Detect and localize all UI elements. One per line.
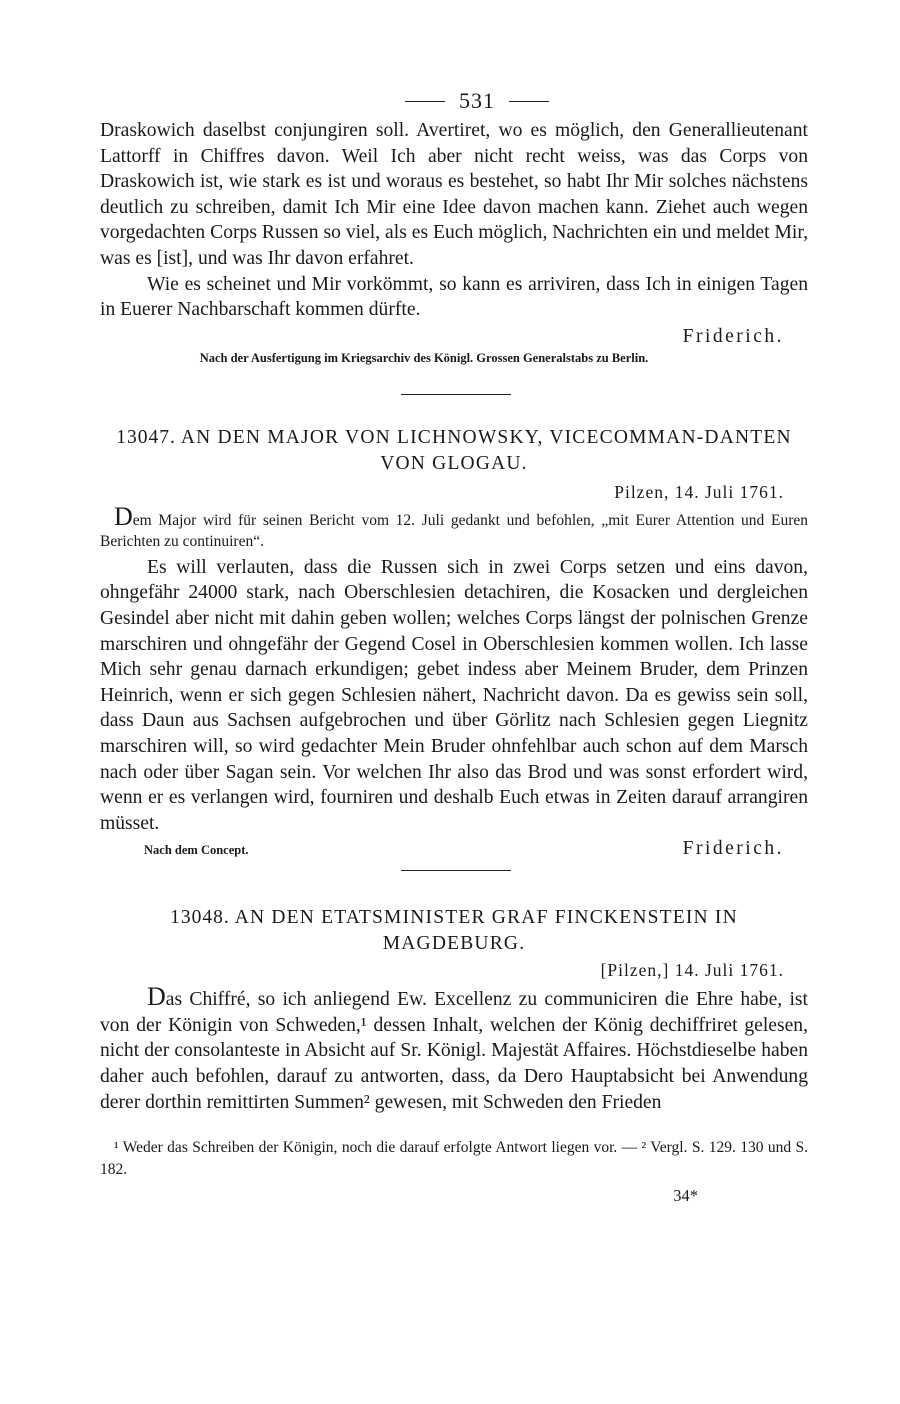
continued-paragraph-2: Wie es scheinet und Mir vorkömmt, so kann es arriviren, dass Ich in einigen Tagen in Euerer Nachbarschaft kommen dürfte. (100, 273, 808, 321)
summary-text: em Major wird für seinen Bericht vom 12. Juli gedankt und befohlen, „mit Eurer Attention und Euren Berichten zu continuiren“. (100, 511, 808, 550)
letter-title: AN DEN MAJOR VON LICHNOWSKY, VICECOMMAN-DANTEN VON GLOGAU. (180, 426, 792, 474)
summary (100, 501, 808, 552)
page-number: 531 (459, 88, 495, 113)
letter-footer (100, 838, 808, 860)
continued-paragraph: Draskowich daselbst conjungiren soll. Avertiret, wo es möglich, den Generallieutenant Lattorff in Chiffres davon. Weil Ich aber nicht recht weiss, was das Corps von Draskowich ist, wie stark es ist und woraus es bestehet, so habt Ihr Mir solches nächstens deutlich zu schreiben, damit Ich Mir eine Idee davon machen kann. Ziehet auch wegen vorgedachten Corps Russen so viel, als es Euch möglich, Nachrichten ein und meldet Mir, was es [ist], und was Ihr davon erfahret. (100, 120, 808, 269)
page-header (100, 84, 808, 118)
section-divider (401, 870, 511, 871)
section-divider (401, 394, 511, 395)
letter-heading (100, 905, 808, 957)
initial-letter: D (114, 501, 133, 531)
letter-heading (100, 425, 808, 477)
header-rule-left (405, 101, 445, 102)
footnotes: ¹ Weder das Schreiben der Königin, noch die darauf erfolgte Antwort liegen vor. — ² Vergl. S. 129. 130 und S. 182. (100, 1139, 808, 1179)
signature-mark: 34* (673, 1186, 698, 1206)
letter-title: AN DEN ETATSMINISTER GRAF FINCKENSTEIN IN MAGDEBURG. (234, 907, 738, 955)
dateline: Pilzen, 14. Juli 1761. (614, 481, 784, 502)
signature: Friderich. (682, 838, 784, 860)
header-rule-right (509, 101, 549, 102)
letter-body-text: as Chiffré, so ich anliegend Ew. Excellenz zu communiciren die Ehre habe, ist von der Königin von Schweden,¹ dessen Inhalt, welchen der König dechiffriret gelesen, nicht der consolanteste in Absicht auf Sr. Königl. Majestät Affaires. Höchstdieselbe haben daher auch befohlen, darauf zu antworten, dass, da Dero Hauptabsicht bei Anwendung derer dorthin remittirten Summen² gewesen, mit Schweden den Frieden (100, 989, 808, 1113)
letter-13047 (100, 425, 808, 861)
letter-body (100, 982, 808, 1115)
letter-number: 13048. (170, 907, 230, 929)
source-note: Nach dem Concept. (144, 843, 249, 858)
letter-body: Es will verlauten, dass die Russen sich in zwei Corps setzen und eins davon, ohngefähr 24000 stark, nach Oberschlesien detachiren, die Kosacken und dergleichen Gesindel aber nicht mit dahin geben wollen; welches Corps längst der polnischen Grenze marschiren und ohngefähr der Gegend Cosel in Oberschlesien kommen wollen. Ich lasse Mich sehr genau darnach erkundigen; gebet indess aber Meinem Bruder, dem Prinzen Heinrich, wenn er sich gegen Schlesien nähert, Nachricht davon. Da es gewiss sein soll, dass Daun aus Sachsen aufgebrochen und über Görlitz nach Schlesien gegen Liegnitz marschiren will, so wird gedachter Mein Bruder ohnfehlbar auch schon auf dem Marsch nach oder über Sagan sein. Vor welchen Ihr also das Brod und was sonst erfordert wird, wenn er es verlangen wird, fourniren und deshalb Euch etwas in Zeiten darauf arrangiren müsset. (100, 556, 808, 834)
letter-number: 13047. (116, 426, 176, 448)
letter-13048 (100, 905, 808, 1115)
dateline: [Pilzen,] 14. Juli 1761. (600, 960, 784, 981)
signature: Friderich. (682, 325, 784, 347)
document-page (100, 84, 808, 1208)
source-note: Nach der Ausfertigung im Kriegsarchiv des Königl. Grossen Generalstabs zu Berlin. (199, 350, 649, 365)
initial-letter: D (147, 982, 166, 1012)
